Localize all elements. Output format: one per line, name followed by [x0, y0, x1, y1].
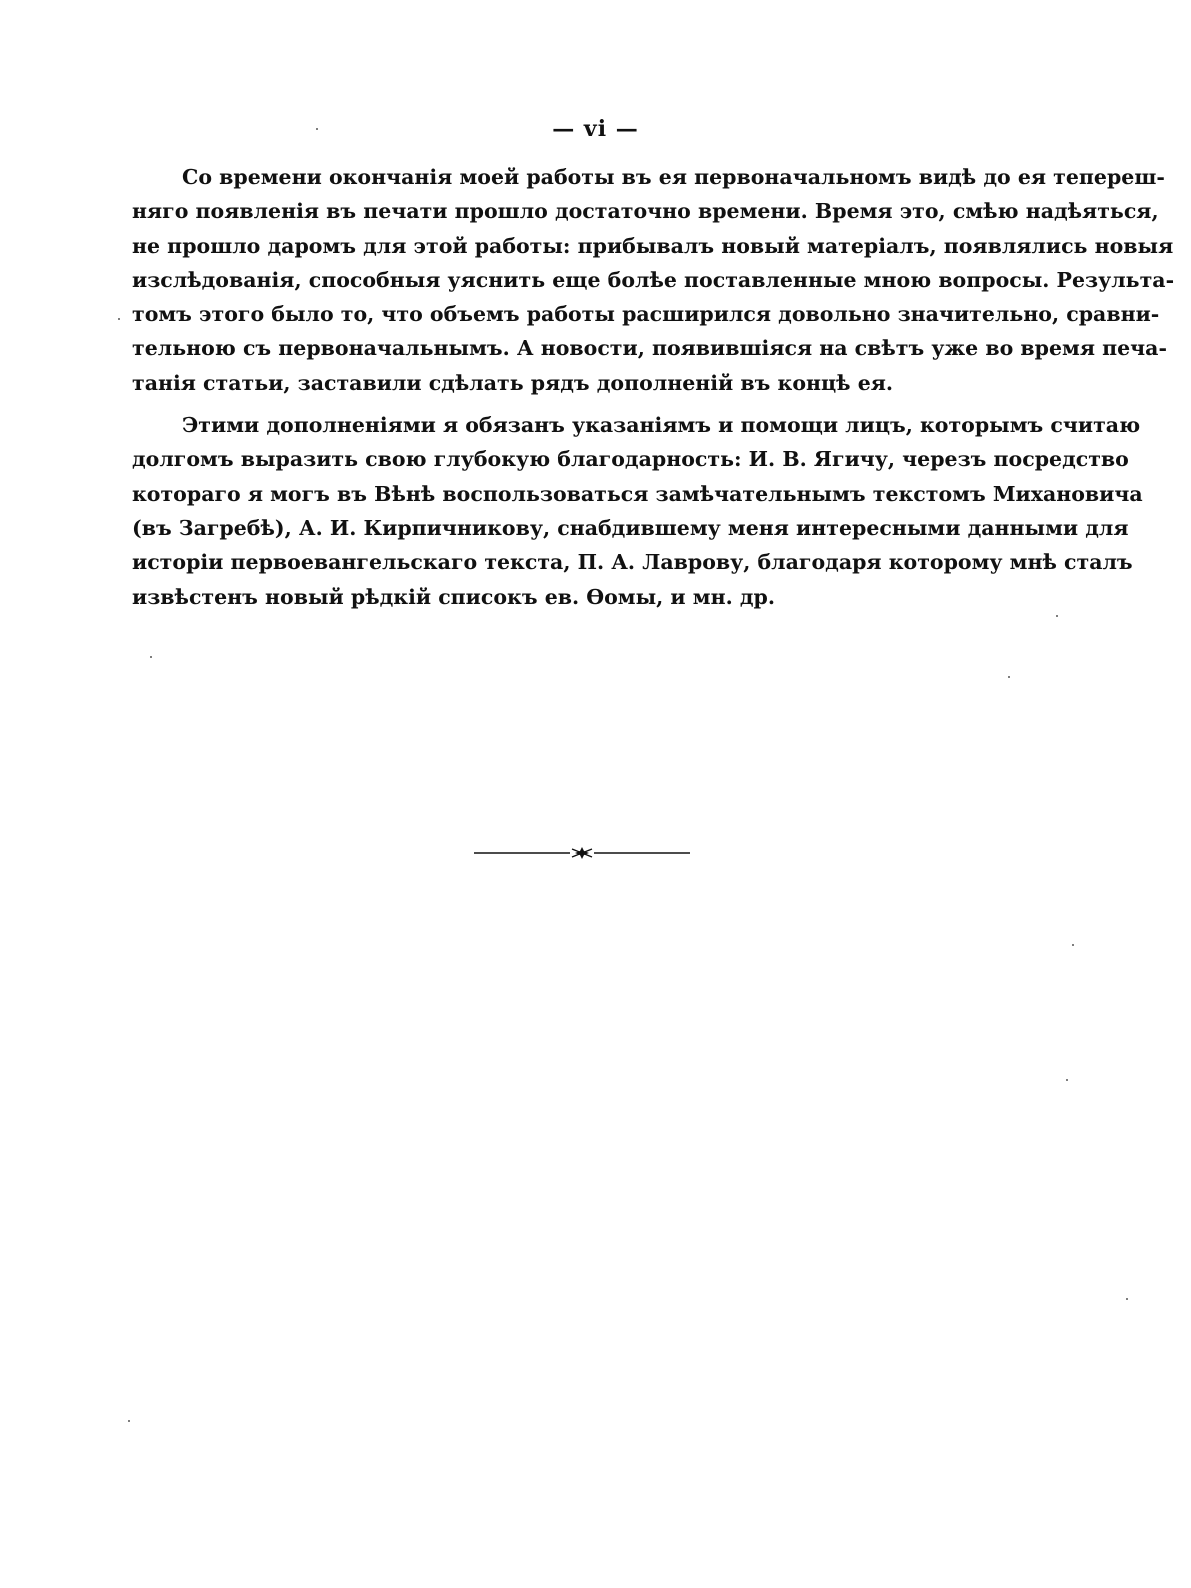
text-line: няго появленія въ печати прошло достаточно времени. Время это, смѣю надѣяться, — [132, 199, 1159, 224]
scan-speck — [150, 656, 152, 658]
body-text — [132, 160, 1175, 614]
scan-speck — [1126, 1298, 1128, 1300]
page-number: — vi — — [552, 116, 639, 142]
paragraph-2 — [132, 408, 1143, 614]
text-line: тельною съ первоначальнымъ. А новости, появившіяся на свѣтъ уже во время печа- — [132, 336, 1167, 361]
text-line: (въ Загребѣ), А. И. Кирпичникову, снабдившему меня интересными данными для — [132, 515, 1129, 540]
scan-speck — [1008, 676, 1010, 678]
text-line: котораго я могъ въ Вѣнѣ воспользоваться замѣчательнымъ текстомъ Михановича — [132, 481, 1143, 506]
scan-speck — [316, 128, 318, 130]
text-line: Этими дополненіями я обязанъ указаніямъ и помощи лицъ, которымъ считаю — [182, 413, 1141, 438]
text-line: исторіи первоевангельскаго текста, П. А. Лаврову, благодаря которому мнѣ сталъ — [132, 550, 1133, 575]
star-divider-icon — [474, 846, 690, 860]
text-line: извѣстенъ новый рѣдкій списокъ ев. Ѳомы, и мн. др. — [132, 584, 775, 609]
scan-speck — [128, 1420, 130, 1422]
scan-speck — [118, 318, 120, 320]
text-line: танія статьи, заставили сдѣлать рядъ дополненій въ концѣ ея. — [132, 370, 894, 395]
text-line: Со времени окончанія моей работы въ ея первоначальномъ видѣ до ея теперeш- — [182, 165, 1165, 189]
text-line: томъ этого было то, что объемъ работы расширился довольно значительно, сравни- — [132, 302, 1160, 327]
scan-speck — [1066, 1079, 1068, 1081]
text-line: не прошло даромъ для этой работы: прибывалъ новый матеріалъ, появлялись новыя — [132, 233, 1174, 258]
scan-speck — [1056, 615, 1058, 617]
text-line: изслѣдованія, способныя уяснить еще болѣе поставленные мною вопросы. Результа- — [132, 267, 1175, 292]
paragraph-1 — [132, 160, 1175, 400]
text-line: долгомъ выразить свою глубокую благодарность: И. В. Ягичу, черезъ посредство — [132, 447, 1129, 472]
scan-speck — [1072, 944, 1074, 946]
